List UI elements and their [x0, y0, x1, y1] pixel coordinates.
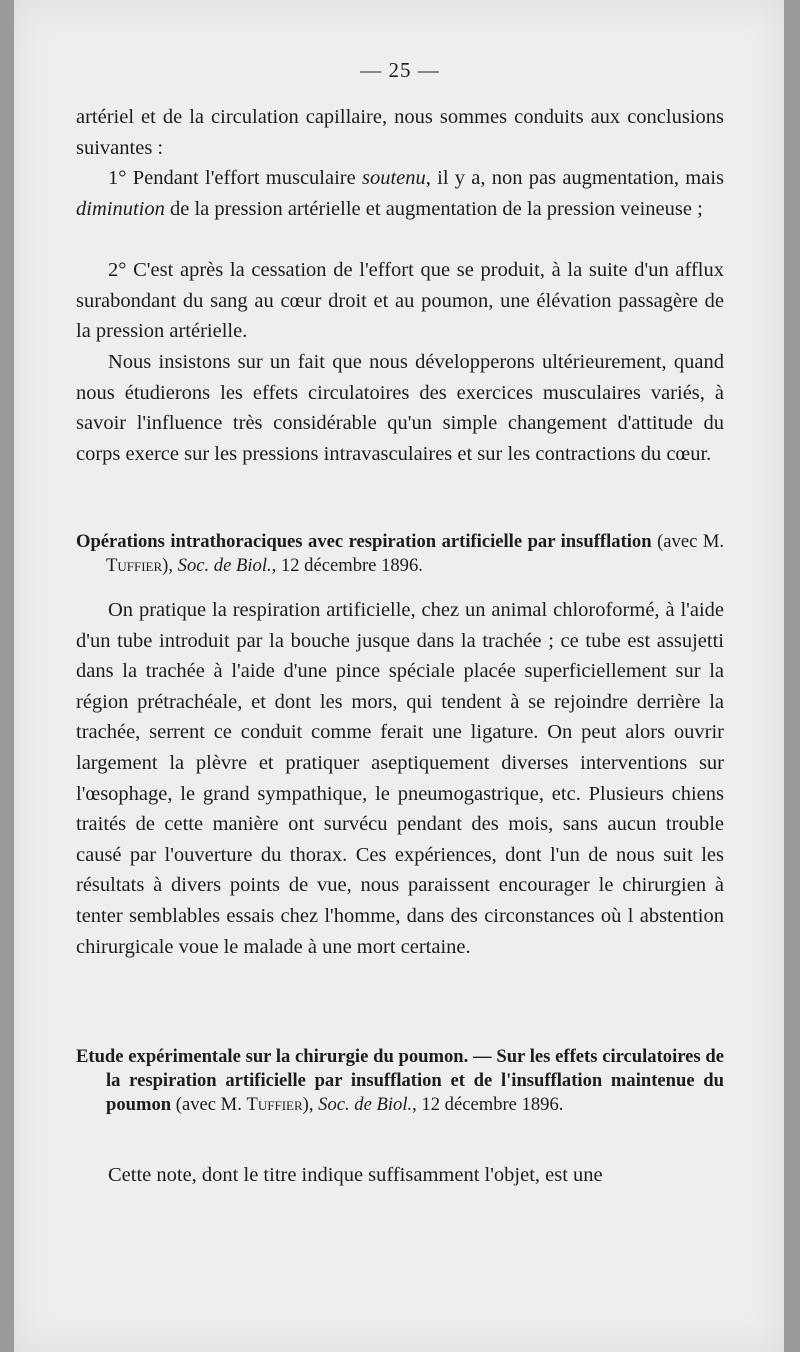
entry-author: Tuffier [106, 555, 163, 576]
item-number: 1° [108, 167, 127, 189]
emphasis-soutenu: soutenu [361, 167, 426, 189]
emphasis-diminution: diminution [76, 197, 165, 220]
entry-journal: Soc. de Biol. [318, 1094, 413, 1115]
entry-journal: Soc. de Biol. [177, 555, 272, 576]
paragraph-insistons: Nous insistons sur un fait que nous développerons ultérieurement, quand nous étudierons les effets circulatoires des exercices musculaires variés, à savoir l'influence très considérable qu'un simple changement d'attitude du corps exerce sur les pressions intravasculaires et sur les contractions du cœur. [76, 351, 724, 465]
entry-title: Opérations intrathoraciques avec respiration artificielle par insufflation [76, 531, 652, 552]
paragraph-respiration: On pratique la respiration artificielle, chez un animal chloroformé, à l'aide d'un tube introduit par la bouche jusque dans la trachée ; ce tube est assujetti dans la trachée à l'aide d'une pince spéciale placée superficiellement sur la région prétrachéale, et dont les mors, qui tendent à se rejoindre derrière la trachée, serrent ce conduit comme ferait une ligature. On peut alors ouvrir largement la plèvre et pratiquer aseptiquement diverses interventions sur l'œsophage, le grand sympathique, le pneumogastrique, etc. Plusieurs chiens traités de cette manière ont survécu pendant des mois, sans aucun trouble causé par l'ouverture du thorax. Ces expériences, dont l'un de nous suit les résultats à divers points de vue, nous paraissent encourager le chirurgien à tenter semblables essais chez l'homme, dans des circonstances où l abstention chirurgicale voue le malade à une mort certaine. [76, 599, 724, 958]
entry-title: Etude expérimentale sur la chirurgie du poumon. — Sur les effets circulatoires de la respiration artificielle par insufflation et de l'insufflation maintenue du poumon [76, 1046, 724, 1115]
entry-date: , 12 décembre 1896. [271, 555, 423, 576]
bibliography-entry-operations: Opérations intrathoraciques avec respiration artificielle par insufflation (avec M. Tuffier), Soc. de Biol., 12 décembre 1896. [76, 531, 724, 576]
paragraph-continuation: artériel et de la circulation capillaire, nous sommes conduits aux conclusions suivantes : [76, 106, 724, 159]
entry-author: Tuffier [246, 1094, 303, 1115]
paragraph-conclusion-2: 2° C'est après la cessation de l'effort que se produit, à la suite d'un afflux surabondant du sang au cœur droit et au poumon, une élévation passagère de la pression artérielle. [76, 259, 724, 343]
bibliography-entry-etude: Etude expérimentale sur la chirurgie du poumon. — Sur les effets circulatoires de la respiration artificielle par insufflation et de l'insufflation maintenue du poumon (avec M. Tuffier), Soc. de Biol., 12 décembre 1896. [76, 1046, 724, 1115]
paragraph-conclusion-1: 1° Pendant l'effort musculaire soutenu, il y a, non pas augmentation, mais diminution de la pression artérielle et augmentation de la pression veineuse ; [76, 167, 724, 220]
page-number: — 25 — [360, 58, 440, 82]
paragraph-cette-note: Cette note, dont le titre indique suffisamment l'objet, est une [108, 1164, 603, 1186]
scanned-page [14, 0, 784, 1352]
entry-date: , 12 décembre 1896. [412, 1094, 564, 1115]
